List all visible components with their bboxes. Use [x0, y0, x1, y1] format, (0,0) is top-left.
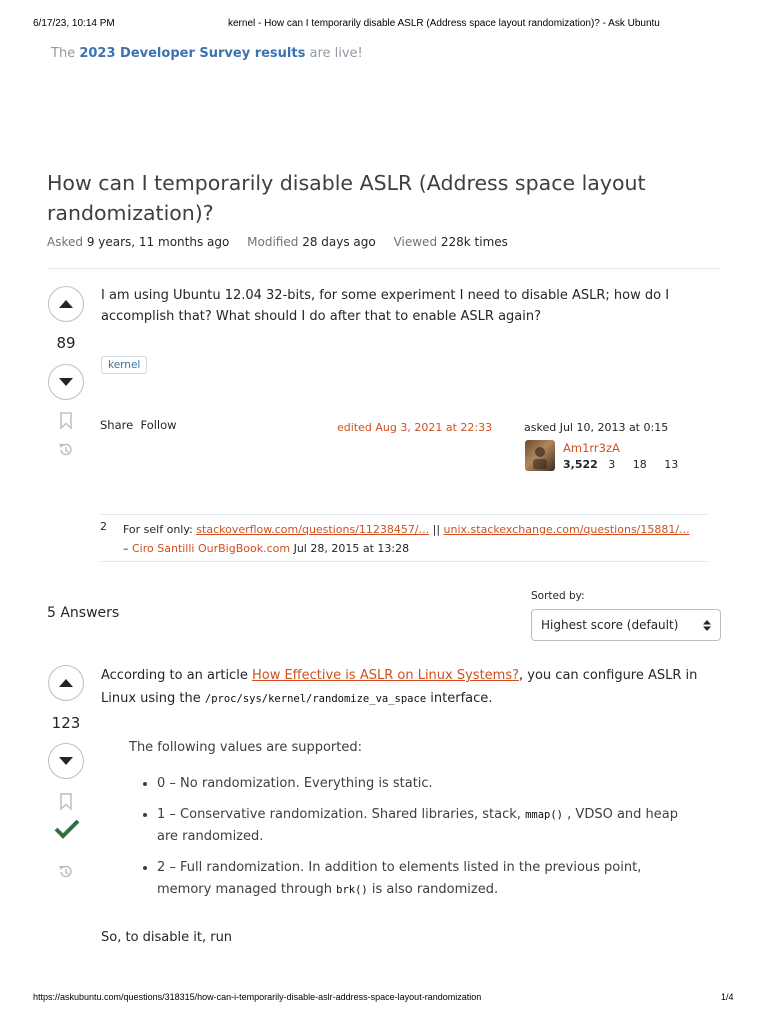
avatar-image-icon: [525, 440, 555, 471]
history-button[interactable]: [57, 441, 75, 463]
user-reputation: 3,522: [563, 458, 598, 471]
comment-score: 2: [100, 520, 107, 533]
randomize-va-space-code: /proc/sys/kernel/randomize_va_space: [204, 693, 427, 705]
viewed-value: 228k times: [440, 235, 508, 249]
tag-kernel[interactable]: kernel: [101, 356, 147, 374]
modified-label: Modified: [247, 235, 299, 249]
edited-link[interactable]: edited Aug 3, 2021 at 22:33: [337, 421, 493, 434]
banner-prefix: The: [51, 46, 76, 61]
brk-code: brk(): [336, 884, 368, 896]
answer-bookmark-button[interactable]: [59, 793, 73, 815]
comment-separator: ||: [432, 523, 441, 536]
comment-link-stackoverflow[interactable]: stackoverflow.com/questions/11238457/...: [196, 523, 430, 536]
question-upvote-button[interactable]: [48, 286, 84, 322]
post-menu: [100, 418, 177, 432]
answer-downvote-button[interactable]: [48, 743, 84, 779]
value-item-1: • 1 – Conservative randomization. Shared libraries, stack, mmap() , VDSO and heap are randomized.: [157, 804, 693, 848]
values-list: [133, 773, 693, 910]
asked-date: asked Jul 10, 2013 at 0:15: [524, 421, 669, 434]
bookmark-icon: [59, 793, 73, 811]
answer-p1-mid: , you can configure ASLR in Linux using the: [101, 668, 698, 706]
history-icon: [57, 441, 75, 459]
value-item-0: • 0 – No randomization. Everything is static.: [157, 773, 693, 795]
article-link[interactable]: How Effective is ASLR on Linux Systems?: [251, 668, 520, 683]
blockquote-bar: [112, 728, 113, 908]
sort-select[interactable]: [531, 609, 721, 641]
comment-body: [123, 520, 713, 539]
disable-instruction: So, to disable it, run: [101, 930, 233, 945]
upvote-arrow-icon: [59, 679, 73, 687]
downvote-arrow-icon: [59, 757, 73, 765]
survey-banner: [51, 46, 363, 61]
checkmark-icon: [54, 818, 80, 840]
comment-date: Jul 28, 2015 at 13:28: [293, 542, 410, 555]
banner-suffix: are live!: [309, 46, 363, 61]
answer-history-button[interactable]: [57, 863, 75, 885]
print-page-number: 1/4: [721, 992, 734, 1002]
accepted-answer-check: [54, 818, 80, 844]
question-meta: [47, 235, 522, 249]
select-arrows-icon: [703, 620, 711, 631]
upvote-arrow-icon: [59, 300, 73, 308]
comment-dash: –: [123, 542, 129, 555]
print-url: https://askubuntu.com/questions/318315/how-can-i-temporarily-disable-aslr-address-space-layout-randomization: [33, 992, 482, 1002]
viewed-label: Viewed: [393, 235, 438, 249]
answer-paragraph-1: [101, 664, 721, 711]
downvote-arrow-icon: [59, 378, 73, 386]
user-avatar[interactable]: [525, 440, 555, 471]
history-icon: [57, 863, 75, 881]
answer-p1-after: interface.: [430, 691, 493, 706]
bookmark-icon: [59, 412, 73, 430]
bookmark-button[interactable]: [59, 412, 73, 434]
modified-value[interactable]: 28 days ago: [302, 235, 376, 249]
quote-intro: The following values are supported:: [129, 740, 362, 755]
print-datetime: 6/17/23, 10:14 PM: [33, 18, 115, 29]
sort-select-value: Highest score (default): [541, 618, 679, 632]
gold-badges: 3: [608, 458, 616, 471]
question-title[interactable]: How can I temporarily disable ASLR (Address space layout randomization)?: [47, 171, 646, 225]
share-link[interactable]: Share: [100, 418, 134, 432]
follow-link[interactable]: Follow: [140, 418, 177, 432]
answer-p1-before: According to an article: [101, 668, 248, 683]
sorted-by-label: Sorted by:: [531, 590, 585, 602]
user-stats: [563, 458, 678, 471]
title-divider: [47, 268, 721, 269]
comment-attribution: [123, 539, 409, 558]
answer-vote-count: 123: [51, 714, 81, 732]
value-item-2: • 2 – Full randomization. In addition to elements listed in the previous point, memory managed through brk() is also randomized.: [157, 857, 693, 901]
answers-count: 5 Answers: [47, 605, 120, 621]
print-page-title: kernel - How can I temporarily disable ASLR (Address space layout randomization)? - Ask Ubuntu: [228, 18, 660, 29]
question-body: I am using Ubuntu 12.04 32-bits, for some experiment I need to disable ASLR; how do I accomplish that? What should I do after that to enable ASLR again?: [101, 288, 670, 324]
comment-divider-top: [101, 514, 707, 515]
mmap-code: mmap(): [525, 809, 564, 821]
comment-link-unix[interactable]: unix.stackexchange.com/questions/15881/...: [443, 523, 690, 536]
asked-value: 9 years, 11 months ago: [86, 235, 230, 249]
silver-badges: 18: [632, 458, 647, 471]
bronze-badges: 13: [664, 458, 679, 471]
comment-prefix: For self only:: [123, 523, 193, 536]
user-name[interactable]: Am1rr3zA: [563, 441, 620, 455]
comment-divider-bottom: [101, 561, 707, 562]
comment-author[interactable]: Ciro Santilli OurBigBook.com: [132, 542, 291, 555]
question-tags: [101, 353, 147, 372]
answer-upvote-button[interactable]: [48, 665, 84, 701]
asked-label: Asked: [47, 235, 83, 249]
question-vote-count: 89: [56, 334, 76, 352]
question-downvote-button[interactable]: [48, 364, 84, 400]
survey-link[interactable]: 2023 Developer Survey results: [79, 46, 306, 61]
